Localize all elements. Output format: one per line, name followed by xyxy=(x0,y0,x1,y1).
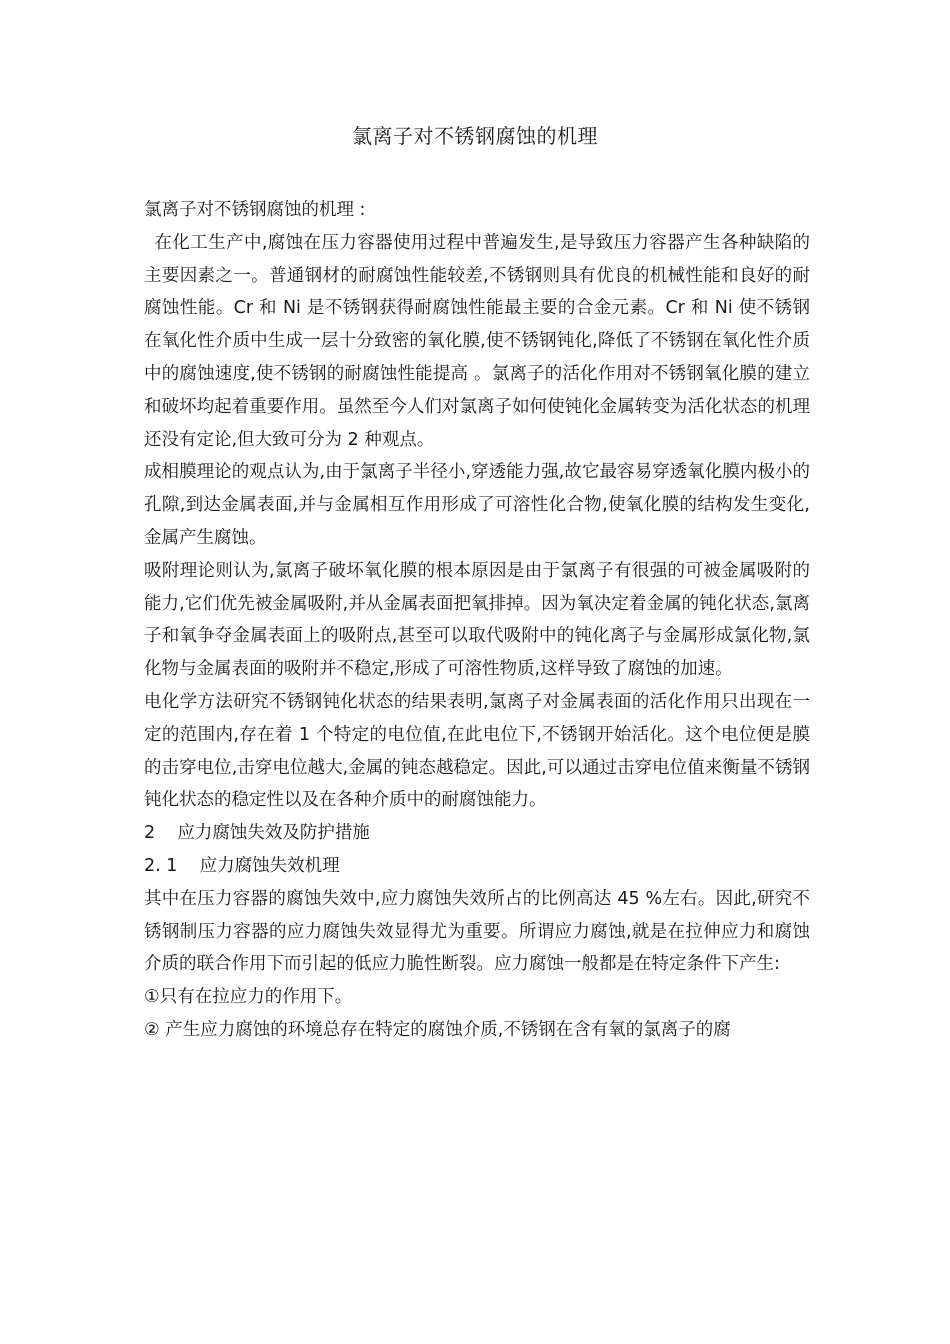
section-heading-2: 2 应力腐蚀失效及防护措施 xyxy=(144,823,370,844)
document-title: 氯离子对不锈钢腐蚀的机理 xyxy=(352,124,598,148)
document-body xyxy=(144,194,810,1047)
paragraph-stress-corrosion: 其中在压力容器的腐蚀失效中,应力腐蚀失效所占的比例高达 45 %左右。因此,研究不锈钢制压力容器的应力腐蚀失效显得尤为重要。所谓应力腐蚀,就是在拉伸应力和腐蚀介质的联合作用下而引起的低应力脆性断裂。应力腐蚀一般都是在特定条件下产生: xyxy=(144,888,810,975)
intro-heading: 氯离子对不锈钢腐蚀的机理 : xyxy=(144,200,366,220)
paragraph-adsorption-theory: 吸附理论则认为,氯离子破坏氧化膜的根本原因是由于氯离子有很强的可被金属吸附的能力,它们优先被金属吸附,并从金属表面把氧排掉。因为氧决定着金属的钝化状态,氯离子和氧争夺金属表面上的吸附点,甚至可以取代吸附中的钝化离子与金属形成氯化物,氯化物与金属表面的吸附并不稳定,形成了可溶性物质,这样导致了腐蚀的加速。 xyxy=(144,560,810,680)
paragraph-electrochemical: 电化学方法研究不锈钢钝化状态的结果表明,氯离子对金属表面的活化作用只出现在一定的范围内,存在着 1 个特定的电位值,在此电位下,不锈钢开始活化。这个电位便是膜的击穿电位,击穿电位越大,金属的钝态越稳定。因此,可以通过击穿电位值来衡量不锈钢钝化状态的稳定性以及在各种介质中的耐腐蚀能力。 xyxy=(144,691,810,811)
paragraph-background: 在化工生产中,腐蚀在压力容器使用过程中普遍发生,是导致压力容器产生各种缺陷的主要因素之一。普通钢材的耐腐蚀性能较差,不锈钢则具有优良的机械性能和良好的耐腐蚀性能。Cr 和 Ni 是不锈钢获得耐腐蚀性能最主要的合金元素。Cr 和 Ni 使不锈钢在氧化性介质中生成一层十分致密的氧化膜,使不锈钢钝化,降低了不锈钢在氧化性介质中的腐蚀速度,使不锈钢的耐腐蚀性能提高 。氯离子的活化作用对不锈钢氧化膜的建立和破坏均起着重要作用。虽然至今人们对氯离子如何使钝化金属转变为活化状态的机理还没有定论,但大致可分为 2 种观点。 xyxy=(144,232,810,450)
section-heading-2-1: 2. 1 应力腐蚀失效机理 xyxy=(144,855,340,876)
list-item-2: ② 产生应力腐蚀的环境总存在特定的腐蚀介质,不锈钢在含有氧的氯离子的腐 xyxy=(144,1019,731,1040)
paragraph-phase-film-theory: 成相膜理论的观点认为,由于氯离子半径小,穿透能力强,故它最容易穿透氧化膜内极小的孔隙,到达金属表面,并与金属相互作用形成了可溶性化合物,使氧化膜的结构发生变化,金属产生腐蚀。 xyxy=(144,462,810,548)
list-item-1: ①只有在拉应力的作用下。 xyxy=(144,987,353,1008)
